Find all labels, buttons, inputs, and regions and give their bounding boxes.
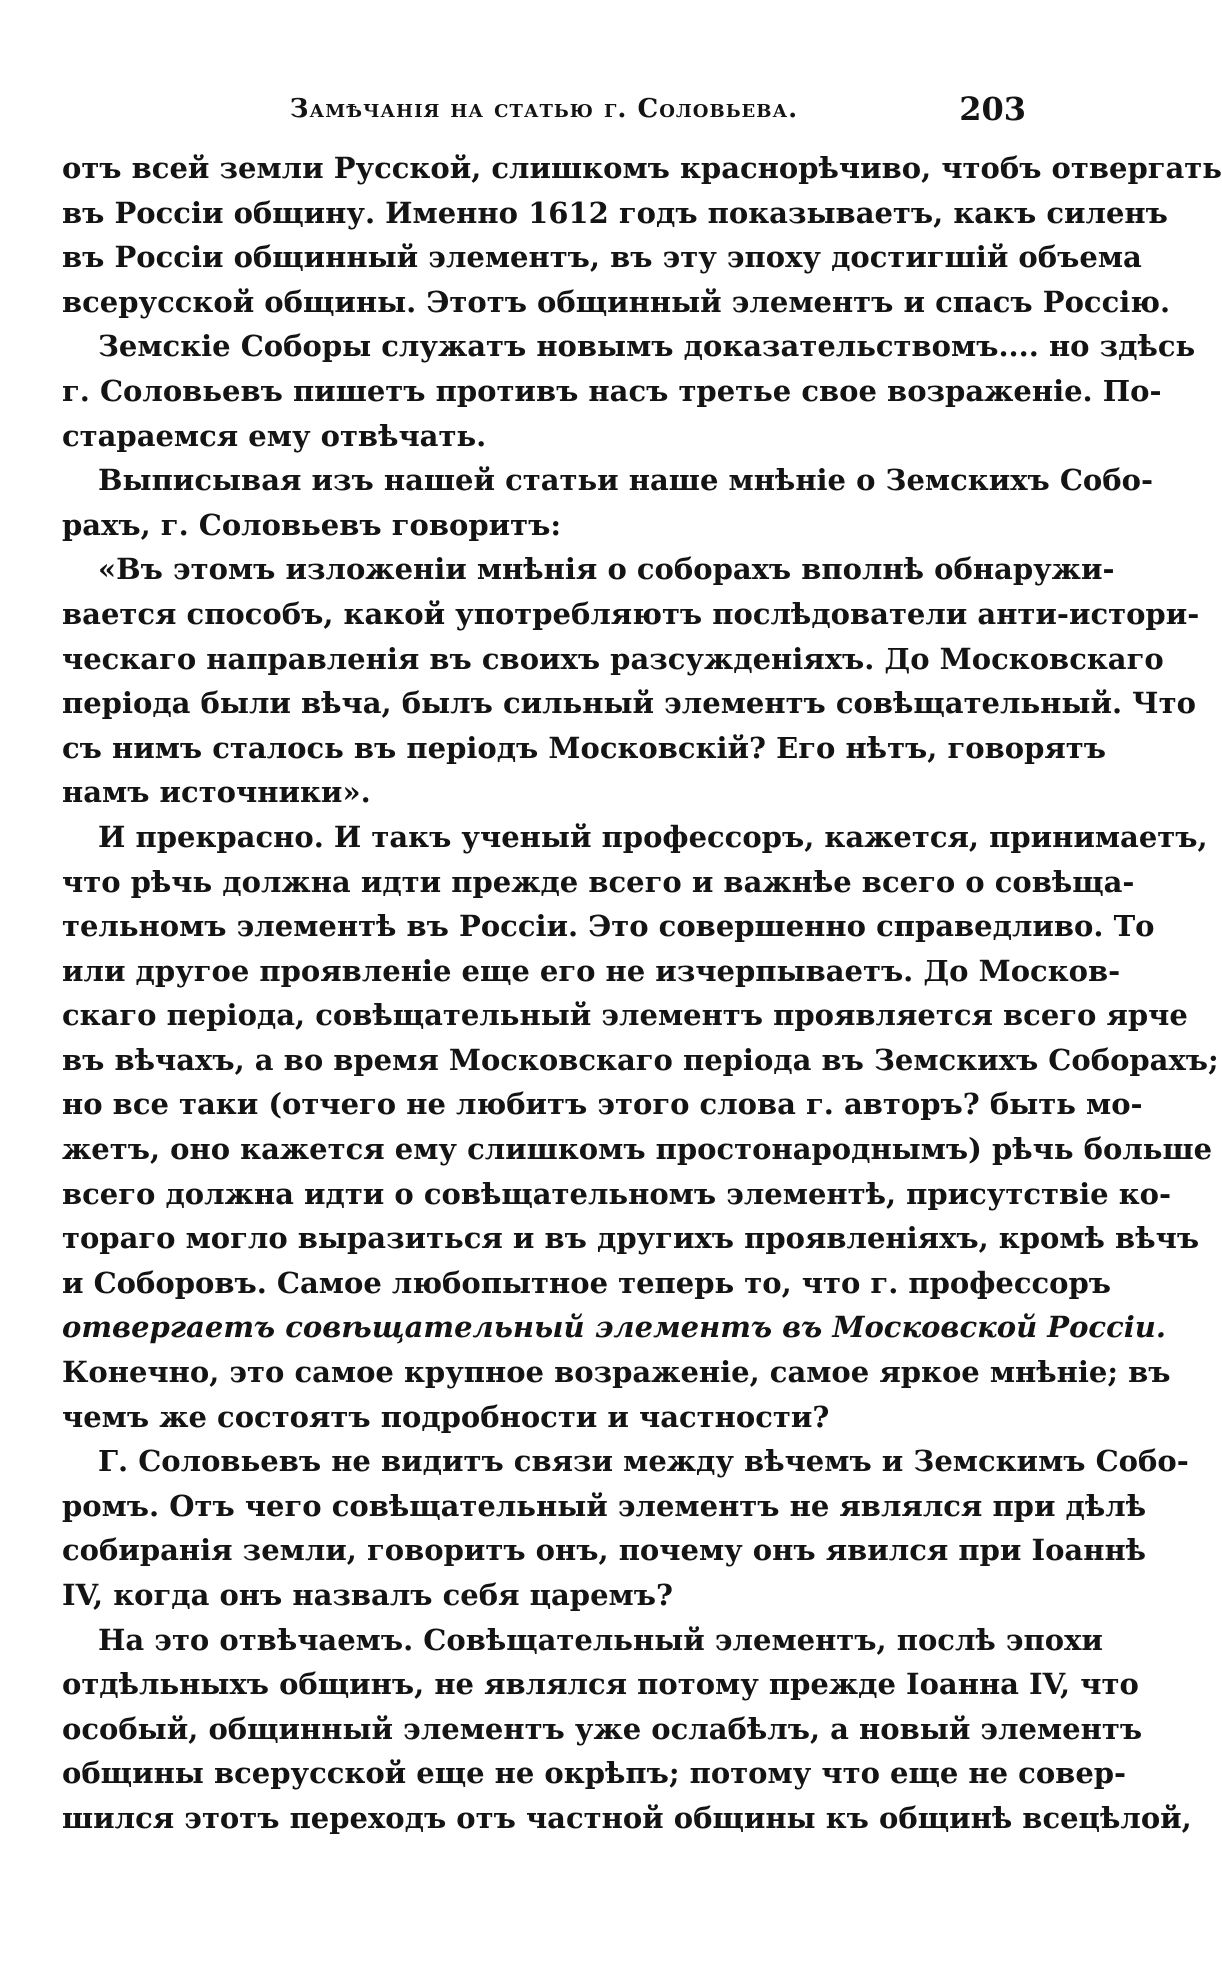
text-line: или другое проявленіе еще его не изчерпываетъ. До Москов-	[62, 953, 1121, 988]
text-line: что рѣчь должна идти прежде всего и важнѣе всего о совѣща-	[62, 864, 1135, 899]
page-header	[62, 88, 1026, 138]
text-line: тораго могло выразиться и въ другихъ проявленіяхъ, кромѣ вѣчъ	[62, 1221, 1200, 1256]
quote-line: съ нимъ сталось въ періодъ Московскій? Его нѣтъ, говорятъ	[62, 730, 1106, 765]
text-line: г. Соловьевъ пишетъ противъ насъ третье свое возраженіе. По-	[62, 373, 1162, 408]
quote-line: ческаго направленія въ своихъ разсужденіяхъ. До Московскаго	[62, 641, 1164, 676]
text-line: въ Россіи общинный элементъ, въ эту эпоху достигшій объема	[62, 240, 1142, 275]
body-text	[62, 146, 1222, 1841]
text-line: собиранія земли, говоритъ онъ, почему онъ явился при Іоаннѣ	[62, 1533, 1147, 1568]
text-line: всерусской общины. Этотъ общинный элементъ и спасъ Россію.	[62, 284, 1171, 319]
text-line: чемъ же состоятъ подробности и частности?	[62, 1399, 830, 1434]
text-line: рахъ, г. Соловьевъ говоритъ:	[62, 507, 562, 542]
text-line: шился этотъ переходъ отъ частной общины къ общинѣ всецѣлой,	[62, 1800, 1192, 1835]
text-line: отъ всей земли Русской, слишкомъ краснорѣчиво, чтобъ отвергать	[62, 151, 1222, 185]
text-line: И прекрасно. И такъ ученый профессоръ, кажется, принимаетъ,	[98, 819, 1208, 854]
page-number: 203	[959, 90, 1026, 128]
text-line: тельномъ элементѣ въ Россіи. Это совершенно справедливо. То	[62, 909, 1155, 944]
text-line: въ Россіи общину. Именно 1612 годъ показываетъ, какъ силенъ	[62, 195, 1168, 230]
quote-line: намъ источники».	[62, 775, 371, 810]
text-line: IV, когда онъ назвалъ себя царемъ?	[62, 1578, 673, 1612]
text-line: всего должна идти о совѣщательномъ элементѣ, присутствіе ко-	[62, 1176, 1172, 1211]
italic-text-line: отвергаетъ совѣщательный элементъ въ Московской Россіи.	[62, 1310, 1166, 1345]
running-title: Замѣчанія на статью г. Соловьева.	[289, 94, 799, 124]
quote-line: періода были вѣча, былъ сильный элементъ совѣщательный. Что	[62, 686, 1196, 721]
text-line: На это отвѣчаемъ. Совѣщательный элементъ, послѣ эпохи	[98, 1622, 1103, 1657]
text-line: общины всерусской еще не окрѣпъ; потому что еще не совер-	[62, 1756, 1127, 1791]
text-line: Г. Соловьевъ не видитъ связи между вѣчемъ и Земскимъ Собо-	[98, 1444, 1189, 1479]
text-line: скаго періода, совѣщательный элементъ проявляется всего ярче	[62, 998, 1188, 1033]
quote-line: вается способъ, какой употребляютъ послѣдователи анти-истори-	[62, 596, 1200, 631]
text-line: Выписывая изъ нашей статьи наше мнѣніе о Земскихъ Собо-	[98, 463, 1153, 498]
text-line: но все таки (отчего не любитъ этого слова г. авторъ? быть мо-	[62, 1087, 1143, 1122]
quote-line: «Въ этомъ изложеніи мнѣнія о соборахъ вполнѣ обнаружи-	[98, 552, 1115, 587]
text-line: ромъ. Отъ чего совѣщательный элементъ не являлся при дѣлѣ	[62, 1488, 1147, 1523]
text-line: стараемся ему отвѣчать.	[62, 418, 487, 453]
book-page	[62, 88, 1222, 1841]
text-line: Земскіе Соборы служатъ новымъ доказательствомъ.... но здѣсь	[98, 329, 1196, 364]
text-line: и Соборовъ. Самое любопытное теперь то, что г. профессоръ	[62, 1265, 1112, 1300]
text-line: особый, общинный элементъ уже ослабѣлъ, а новый элементъ	[62, 1711, 1143, 1746]
text-line: въ вѣчахъ, а во время Московскаго періода въ Земскихъ Соборахъ;	[62, 1042, 1219, 1077]
text-line: Конечно, это самое крупное возраженіе, самое яркое мнѣніе; въ	[62, 1355, 1171, 1390]
text-line: жетъ, оно кажется ему слишкомъ простонароднымъ) рѣчь больше	[62, 1132, 1213, 1167]
text-line: отдѣльныхъ общинъ, не являлся потому прежде Іоанна IV, что	[62, 1667, 1139, 1702]
